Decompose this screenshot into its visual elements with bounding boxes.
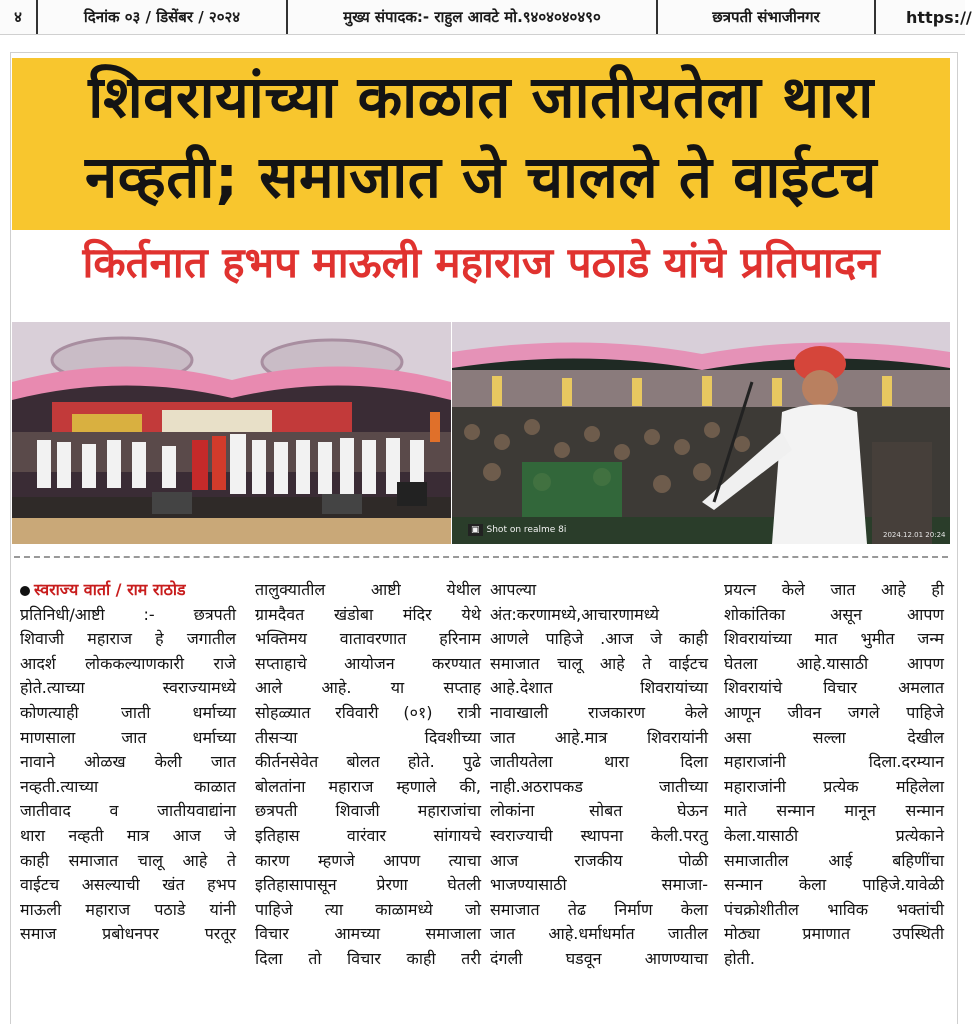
text-line: जात आहे.धर्माधर्मात जातील — [490, 924, 708, 944]
text-line: पाहिजे त्या काळामध्ये जो — [255, 899, 481, 919]
text-line: छत्रपती शिवाजी महाराजांचा — [255, 801, 481, 821]
text-line: समाज प्रबोधनपर परतूर — [20, 924, 236, 944]
text-line: आदर्श लोककल्याणकारी राजे — [20, 653, 236, 673]
text-line: बोलतांना महाराज म्हणाले की, — [255, 776, 481, 796]
text-line: नावाखाली राजकारण केले — [490, 702, 708, 722]
text-line: मोठ्या प्रमाणात उपस्थिती — [724, 924, 944, 944]
text-line: शिवरायांच्या मात भुमीत जन्म — [724, 629, 944, 649]
article-column-3 — [490, 578, 708, 972]
text-line: अंत:करणामध्ये,आचारणामध्ये — [490, 604, 660, 624]
chief-editor: मुख्य संपादक:- राहुल आवटे मो.९४०४०४०४९० — [288, 0, 658, 34]
text-line: विचार आमच्या समाजाला — [255, 924, 481, 944]
text-line: ग्रामदैवत खंडोबा मंदिर येथे — [255, 604, 481, 624]
text-line: सप्ताहाचे आयोजन करण्यात — [255, 653, 481, 673]
text-line: होती. — [724, 948, 755, 968]
text-line: आपल्या — [490, 580, 537, 599]
article-column-1 — [20, 578, 236, 947]
camera-watermark: ▣ Shot on realme 8i — [468, 525, 566, 535]
text-line: समाजातील आई बहिणींचा — [724, 850, 944, 870]
text-line: दिला तो विचार काही तरी — [255, 948, 481, 968]
masthead-strip — [0, 0, 972, 35]
text-line: कीर्तनसेवेत बोलत होते. पुढे — [255, 752, 481, 772]
page-number: ४ — [0, 0, 38, 34]
text-line: इतिहासापासून प्रेरणा घेतली — [255, 875, 481, 895]
photo-stage-performers — [12, 322, 451, 544]
text-line: शिवाजी महाराज हे जगातील — [20, 629, 236, 649]
edition-city: छत्रपती संभाजीनगर — [658, 0, 876, 34]
text-line: लोकांना सोबत घेऊन — [490, 801, 708, 821]
text-line: थारा नव्हती मात्र आज जे — [20, 825, 236, 845]
text-line: आहे.देशात शिवरायांच्या — [490, 678, 708, 698]
text-line: तीसऱ्या दिवशीच्या — [255, 727, 481, 747]
text-line: माणसाला जात धर्माच्या — [20, 727, 236, 747]
text-line: होते.त्याच्या स्वराज्यामध्ये — [20, 678, 236, 698]
text-line: जात आहे.मात्र शिवरायांनी — [490, 727, 708, 747]
photo-timestamp: 2024.12.01 20:24 — [883, 531, 946, 539]
text-line: समाजात तेढ निर्माण केला — [490, 899, 708, 919]
bullet-icon — [20, 586, 30, 596]
article-column-2 — [255, 578, 481, 972]
text-line: नावाने ओळख केली जात — [20, 752, 236, 772]
headline-banner — [12, 58, 950, 230]
text-line: भाजण्यासाठी समाजा- — [490, 875, 708, 895]
text-line: प्रयत्न केले जात आहे ही — [724, 580, 944, 599]
issue-date: दिनांक ०३ / डिसेंबर / २०२४ — [38, 0, 288, 34]
text-line: असा सल्ला देखील — [724, 727, 944, 747]
text-line: भक्तिमय वातावरणात हरिनाम — [255, 629, 481, 649]
text-line: आणले पाहिजे .आज जे काही — [490, 629, 708, 649]
text-line: शिवरायांचे विचार अमलात — [724, 678, 944, 698]
text-line: नाही.अठरापकड जातीच्या — [490, 776, 708, 796]
text-line: आणून जीवन जगले पाहिजे — [724, 702, 944, 722]
text-line: कोणत्याही जाती धर्माच्या — [20, 702, 236, 722]
text-line: समाजात चालू आहे ते वाईटच — [490, 653, 708, 673]
byline: स्वराज्य वार्ता / राम राठोड — [20, 578, 236, 603]
text-line: काही समाजात चालू आहे ते — [20, 850, 236, 870]
text-line: दंगली घडवून आणण्याचा — [490, 948, 708, 968]
headline-line-2: नव्हती; समाजात जे चालले ते वाईटच — [85, 143, 877, 211]
text-line: सन्मान केला पाहिजे.यावेळी — [724, 875, 944, 895]
text-line: इतिहास वारंवार सांगायचे — [255, 825, 481, 845]
text-line: सोहळ्यात रविवारी (०१) रात्री — [255, 702, 481, 722]
text-line: माते सन्मान मानून सन्मान — [724, 801, 944, 821]
text-line: जातीवाद व जातीयवाद्यांना — [20, 801, 236, 821]
text-line: पंचक्रोशीतील भाविक भक्तांची — [724, 899, 944, 919]
text-line: प्रतिनिधी/आष्टी :- छत्रपती — [20, 604, 236, 624]
text-line: माऊली महाराज पठाडे यांनी — [20, 899, 236, 919]
text-line: केला.यासाठी प्रत्येकाने — [724, 825, 944, 845]
text-line: स्वराज्याची स्थापना केली.परतु — [490, 825, 708, 845]
text-line: आले आहे. या सप्ताह — [255, 678, 481, 698]
text-line: तालुक्यातील आष्टी येथील — [255, 580, 481, 599]
text-line: महाराजांनी प्रत्येक महिलेला — [724, 776, 944, 796]
text-line: महाराजांनी दिला.दरम्यान — [724, 752, 944, 772]
headline-line-1: शिवरायांच्या काळात जातीयतेला थारा — [88, 63, 874, 131]
text-line: आज राजकीय पोळी — [490, 850, 708, 870]
website-url[interactable]: https:// — [906, 7, 972, 27]
photo-audience-singer — [452, 322, 950, 544]
section-divider — [14, 556, 948, 558]
text-line: जातीयतेला थारा दिला — [490, 752, 708, 772]
text-line: शोकांतिका असून आपण — [724, 604, 944, 624]
text-line: घेतला आहे.यासाठी आपण — [724, 653, 944, 673]
article-column-4 — [724, 578, 944, 972]
subheadline: किर्तनात हभप माऊली महाराज पठाडे यांचे प्रतिपादन — [82, 238, 880, 287]
text-line: वाईटच असल्याची खंत हभप — [20, 875, 236, 895]
text-line: कारण म्हणजे आपण त्याचा — [255, 850, 481, 870]
text-line: नव्हती.त्याच्या काळात — [20, 776, 236, 796]
